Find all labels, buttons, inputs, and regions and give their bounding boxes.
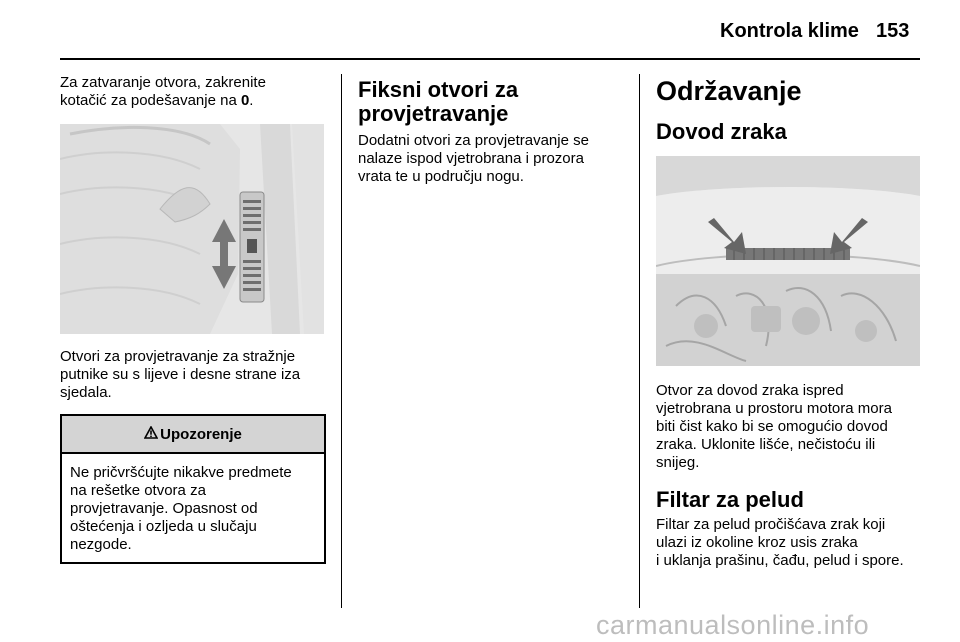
fixed-vents-heading: Fiksni otvori za provjetravanje (358, 77, 519, 126)
intro-line-2-end: . (249, 92, 254, 109)
column-2 (358, 74, 616, 186)
pollen-filter-heading: Filtar za pelud (656, 487, 804, 512)
maintenance-heading: Održavanje (656, 76, 802, 106)
intro-bold-value: 0 (240, 92, 250, 109)
warning-title: Upozorenje (160, 425, 242, 443)
intro-line-2: kotačić za podešavanje na (60, 92, 241, 109)
column-3 (656, 74, 922, 570)
rear-vent-illustration (60, 124, 324, 334)
section-title: Kontrola klime (720, 20, 859, 42)
intro-line-1: Za zatvaranje otvora, zakrenite (60, 74, 266, 91)
column-1 (60, 74, 326, 564)
warning-body (62, 454, 324, 562)
rear-vent-caption: Otvori za provjetravanje za stražnje putnike su s lijeve i desne strane iza sjedala. (60, 348, 301, 401)
header-divider (60, 58, 920, 60)
air-intake-text: Otvor za dovod zraka ispred vjetrobrana u prostoru motora mora biti čist kako bi se omogućio dovod zraka. Uklonite lišće, nečistoću ili snijeg. (656, 382, 892, 471)
warning-header (62, 416, 324, 454)
pollen-filter-text: Filtar za pelud pročišćava zrak koji ulazi iz okoline kroz usis zraka i uklanja prašinu, čađu, pelud i spore. (656, 516, 904, 569)
column-divider-right (639, 74, 640, 608)
warning-text: Ne pričvršćujte nikakve predmete na rešetke otvora za provjetravanje. Opasnost od oštećenja i ozljeda u slučaju nezgode. (70, 464, 292, 553)
air-intake-heading: Dovod zraka (656, 119, 787, 144)
intro-text (60, 74, 326, 110)
air-intake-illustration (656, 156, 920, 366)
page-number: 153 (876, 20, 910, 42)
column-divider-left (341, 74, 342, 608)
fixed-vents-text: Dodatni otvori za provjetravanje se nalaze ispod vjetrobrana i prozora vrata te u području nogu. (358, 132, 589, 185)
watermark-text: carmanualsonline.info (596, 610, 870, 640)
warning-triangle-icon (144, 426, 158, 443)
warning-box (60, 414, 326, 564)
